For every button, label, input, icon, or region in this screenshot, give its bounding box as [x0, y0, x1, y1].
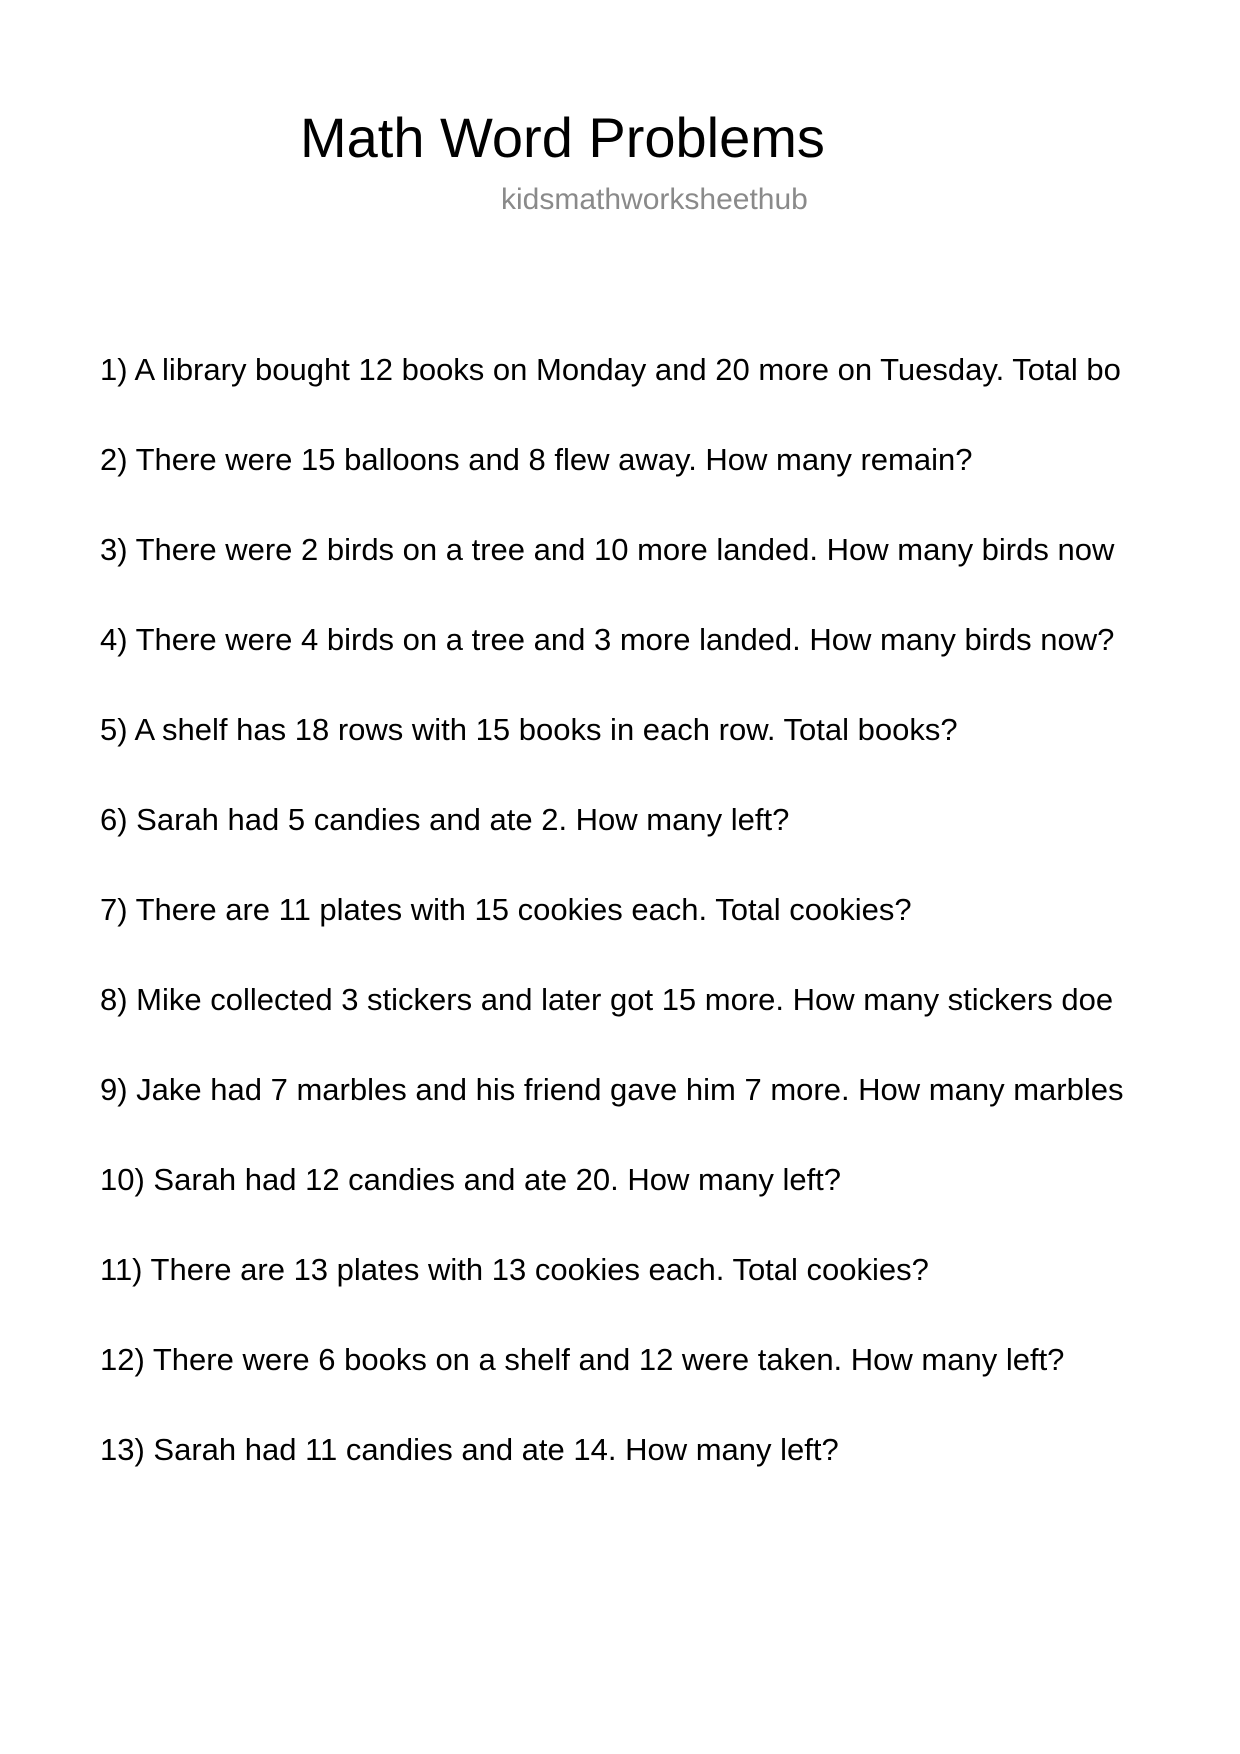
problem-item: 7) There are 11 plates with 15 cookies each. Total cookies? [100, 892, 912, 927]
problem-item: 1) A library bought 12 books on Monday and 20 more on Tuesday. Total bo [100, 352, 1121, 387]
problem-item: 4) There were 4 birds on a tree and 3 more landed. How many birds now? [100, 622, 1115, 657]
problem-item: 9) Jake had 7 marbles and his friend gave him 7 more. How many marbles [100, 1072, 1124, 1107]
problem-item: 10) Sarah had 12 candies and ate 20. How many left? [100, 1162, 842, 1197]
problem-item: 13) Sarah had 11 candies and ate 14. How many left? [100, 1432, 839, 1467]
problem-list [100, 325, 1240, 1495]
problem-item: 6) Sarah had 5 candies and ate 2. How many left? [100, 802, 790, 837]
problem-item: 5) A shelf has 18 rows with 15 books in each row. Total books? [100, 712, 958, 747]
problem-item: 8) Mike collected 3 stickers and later got 15 more. How many stickers doe [100, 982, 1114, 1017]
problem-item: 2) There were 15 balloons and 8 flew away. How many remain? [100, 442, 973, 477]
problem-item: 3) There were 2 birds on a tree and 10 more landed. How many birds now [100, 532, 1115, 567]
problem-item: 12) There were 6 books on a shelf and 12 were taken. How many left? [100, 1342, 1065, 1377]
problem-item: 11) There are 13 plates with 13 cookies each. Total cookies? [100, 1252, 929, 1287]
page-subtitle: kidsmathworksheethub [501, 183, 808, 216]
page-title: Math Word Problems [300, 106, 825, 169]
